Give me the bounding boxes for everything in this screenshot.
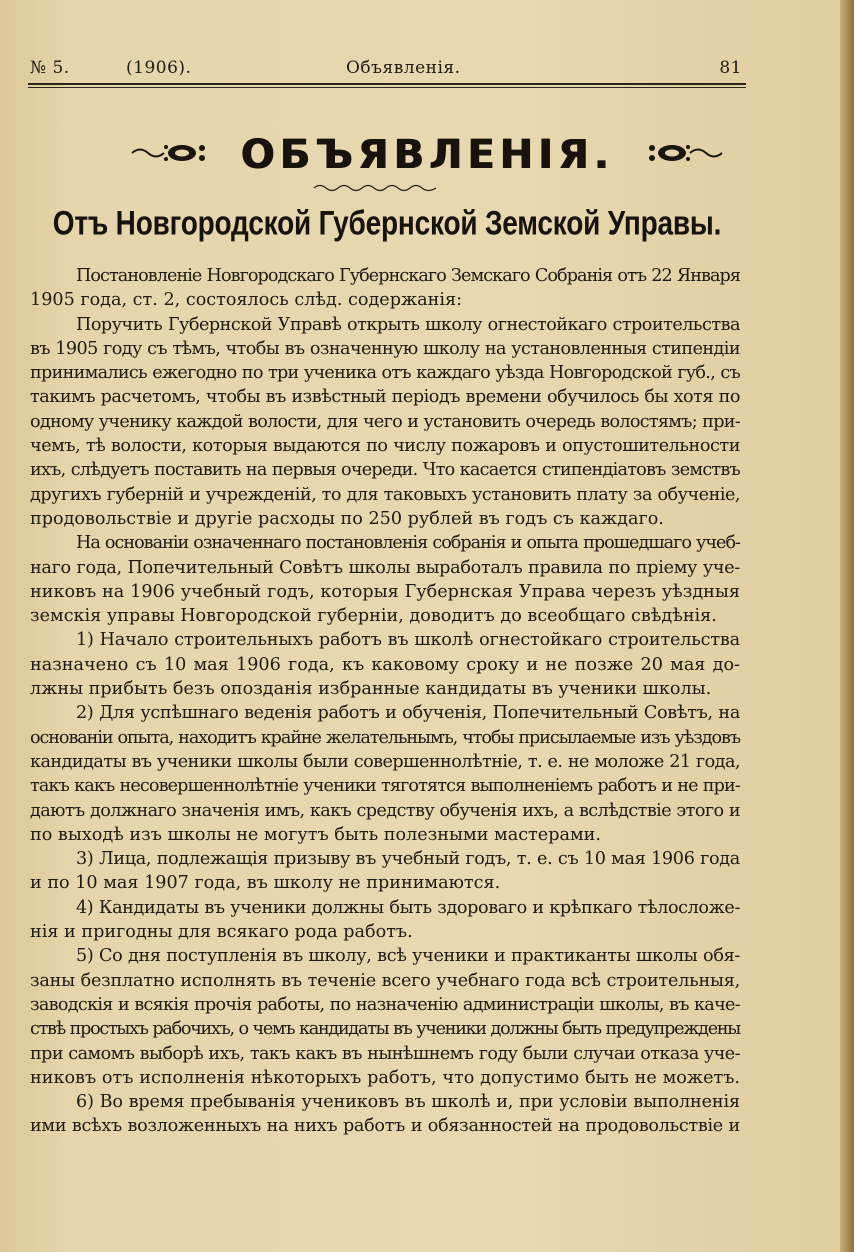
text-line: основаніи опыта, находитъ крайне желательнымъ, чтобы присылаемые изъ уѣздовъ (30, 727, 740, 748)
text-line: 2) Для успѣшнаго веденія работъ и обученія, Попечительный Совѣтъ, на (76, 703, 740, 724)
header-rule-thin (28, 87, 746, 88)
text-line: продовольствіе и другіе расходы по 250 рублей въ годъ съ каждаго. (30, 508, 664, 529)
text-line: одному ученику каждой волости, для чего и установить очередь волостямъ; при- (30, 411, 740, 432)
text-line: 1905 года, ст. 2, состоялось слѣд. содержанія: (30, 290, 463, 311)
text-line: назначено съ 10 мая 1906 года, къ каковому сроку и не позже 20 мая до- (30, 654, 740, 675)
text-line: принимались ежегодно по три ученика отъ каждаго уѣзда Новгородской губ., съ (30, 363, 740, 384)
issue-number: № 5. (30, 58, 70, 78)
text-line: Поручить Губернской Управѣ открыть школу огнестойкаго строительства (76, 314, 740, 335)
text-line: никовъ отъ исполненія нѣкоторыхъ работъ, что допустимо быть не можетъ. (30, 1067, 740, 1088)
subtitle: Отъ Новгородской Губернской Земской Управы. (52, 204, 722, 242)
text-line: наго года, Попечительный Совѣтъ школы выработалъ правила по пріему уче- (30, 557, 740, 578)
text-line: никовъ на 1906 учебный годъ, которыя Губернская Управа черезъ уѣздныя (30, 581, 740, 602)
text-line: На основаніи означеннаго постановленія собранія и опыта прошедшаго учеб- (76, 533, 740, 554)
text-line: 4) Кандидаты въ ученики должны быть здороваго и крѣпкаго тѣлосложе- (76, 897, 740, 918)
header-rule (28, 83, 746, 85)
main-title: ОБЪЯВЛЕНІЯ. (240, 132, 614, 178)
page-edge-shadow (840, 0, 854, 1252)
text-line: и по 10 мая 1907 года, въ школу не принимаются. (30, 873, 501, 894)
title-underline-swash-icon (312, 182, 438, 194)
text-line: нія и пригодны для всякаго рода работъ. (30, 922, 413, 943)
text-line: такимъ расчетомъ, чтобы въ извѣстный періодъ времени обучилось бы хотя по (30, 387, 740, 408)
text-line: въ 1905 году съ тѣмъ, чтобы въ означенную школу на установленныя стипендіи (30, 338, 740, 359)
text-line: кандидаты въ ученики школы были совершеннолѣтніе, т. е. не моложе 21 года, (30, 751, 740, 772)
text-line: заны безплатно исполнять въ теченіе всего учебнаго года всѣ строительныя, (30, 970, 740, 991)
ornament-left-icon (130, 140, 210, 166)
ornament-right-icon (644, 140, 724, 166)
text-line: Постановленіе Новгородскаго Губернскаго Земскаго Собранія отъ 22 Января (76, 266, 740, 286)
title-row (130, 132, 724, 182)
text-line: ствѣ простыхъ рабочихъ, о чемъ кандидаты въ ученики должны быть предупреждены (30, 1019, 740, 1040)
text-line: чемъ, тѣ волости, которыя выдаются по числу пожаровъ и опустошительности (30, 436, 740, 457)
text-line: земскія управы Новгородской губерніи, доводитъ до всеобщаго свѣдѣнія. (30, 606, 717, 627)
text-line: такъ какъ несовершеннолѣтніе ученики тяготятся выполненіемъ работъ и не при- (30, 776, 740, 797)
text-line: другихъ губерній и учрежденій, то для таковыхъ установить плату за обученіе, (30, 484, 740, 505)
text-line: 3) Лица, подлежащія призыву въ учебный годъ, т. е. съ 10 мая 1906 года (76, 849, 740, 870)
text-line: лжны прибыть безъ опозданія избранные кандидаты въ ученики школы. (30, 679, 712, 700)
text-line: ими всѣхъ возложенныхъ на нихъ работъ и обязанностей на продовольствіе и (30, 1116, 740, 1137)
text-line: при самомъ выборѣ ихъ, такъ какъ въ нынѣшнемъ году были случаи отказа уче- (30, 1043, 740, 1064)
text-line: заводскія и всякія прочія работы, по назначенію администраціи школы, въ каче- (30, 994, 740, 1015)
text-line: 6) Во время пребыванія учениковъ въ школѣ и, при условіи выполненія (76, 1092, 740, 1113)
text-line: ихъ, слѣдуетъ поставить на первыя очереди. Что касается стипендіатовъ земствъ (30, 460, 740, 481)
issue-year: (1906). (126, 58, 192, 78)
text-line: по выходѣ изъ школы не могутъ быть полезными мастерами. (30, 824, 601, 845)
page-number: 81 (719, 58, 742, 78)
text-line: 1) Начало строительныхъ работъ въ школѣ огнестойкаго строительства (76, 630, 740, 651)
section-name: Объявленія. (346, 58, 461, 78)
article-body (30, 264, 740, 1139)
text-line: даютъ должнаго значенія имъ, какъ средству обученія ихъ, а вслѣдствіе этого и (30, 800, 740, 821)
running-header (28, 58, 746, 84)
text-line: 5) Со дня поступленія въ школу, всѣ ученики и практиканты школы обя- (76, 946, 740, 967)
